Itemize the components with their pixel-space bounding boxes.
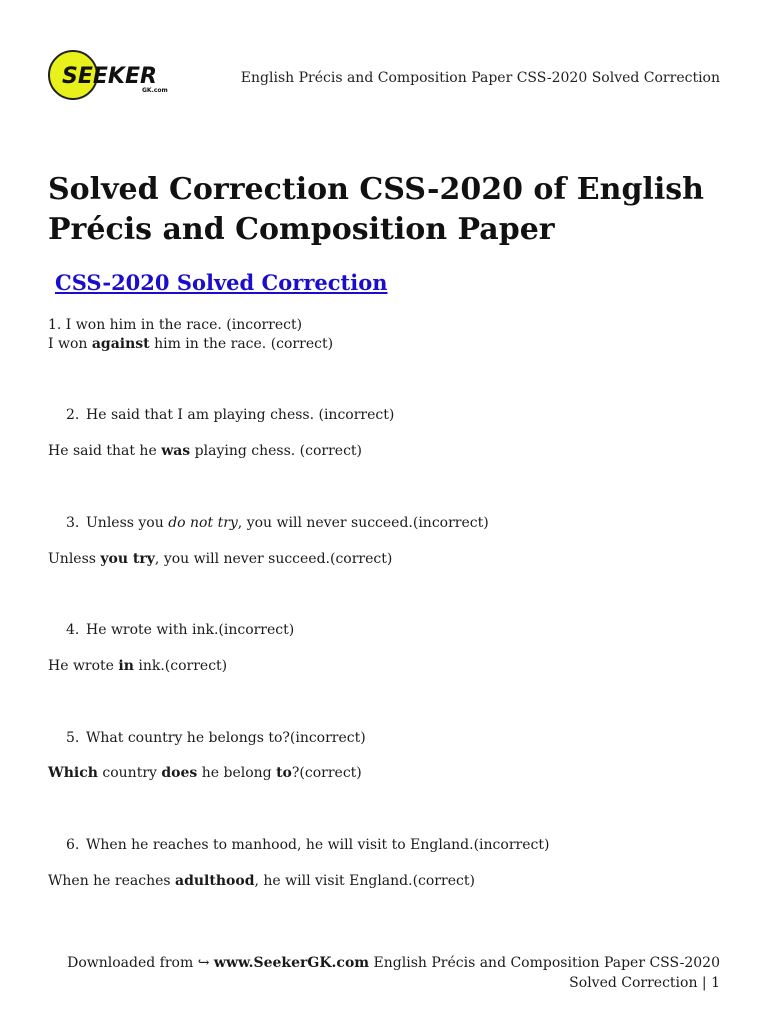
svg-text:GK.com: GK.com <box>142 87 168 94</box>
item-1-incorrect: 1. I won him in the race. (incorrect) <box>48 317 303 333</box>
item-2-incorrect: 2. He said that I am playing chess. (incorrect) <box>66 407 395 423</box>
item-6-incorrect: 6. When he reaches to manhood, he will visit to England.(incorrect) <box>66 837 550 853</box>
item-6-correct: When he reaches adulthood, he will visit England.(correct) <box>48 873 475 889</box>
item-5-incorrect: 5. What country he belongs to?(incorrect) <box>66 730 366 746</box>
item-4-incorrect: 4. He wrote with ink.(incorrect) <box>66 622 295 638</box>
page-title: Solved Correction CSS-2020 of English Précis and Composition Paper <box>48 172 704 247</box>
svg-text:SEEKER: SEEKER <box>62 64 157 89</box>
item-1-correct: I won against him in the race. (correct) <box>48 336 334 352</box>
page-footer: Downloaded from ↪ www.SeekerGK.com English Précis and Composition Paper CSS-2020 Solved Correction | 1 <box>67 955 720 991</box>
item-5-correct: Which country does he belong to?(correct) <box>48 765 362 781</box>
item-3-correct: Unless you try, you will never succeed.(correct) <box>48 551 393 567</box>
header-doc-title: English Précis and Composition Paper CSS-2020 Solved Correction <box>240 70 720 86</box>
item-2-correct: He said that he was playing chess. (correct) <box>48 443 362 459</box>
footer-site-link[interactable]: www.SeekerGK.com <box>213 955 370 971</box>
item-4-correct: He wrote in ink.(correct) <box>48 658 228 674</box>
seekergk-logo <box>48 50 178 100</box>
item-3-incorrect: 3. Unless you do not try, you will never succeed.(incorrect) <box>66 515 489 531</box>
subtitle-link[interactable]: CSS-2020 Solved Correction <box>55 270 388 295</box>
